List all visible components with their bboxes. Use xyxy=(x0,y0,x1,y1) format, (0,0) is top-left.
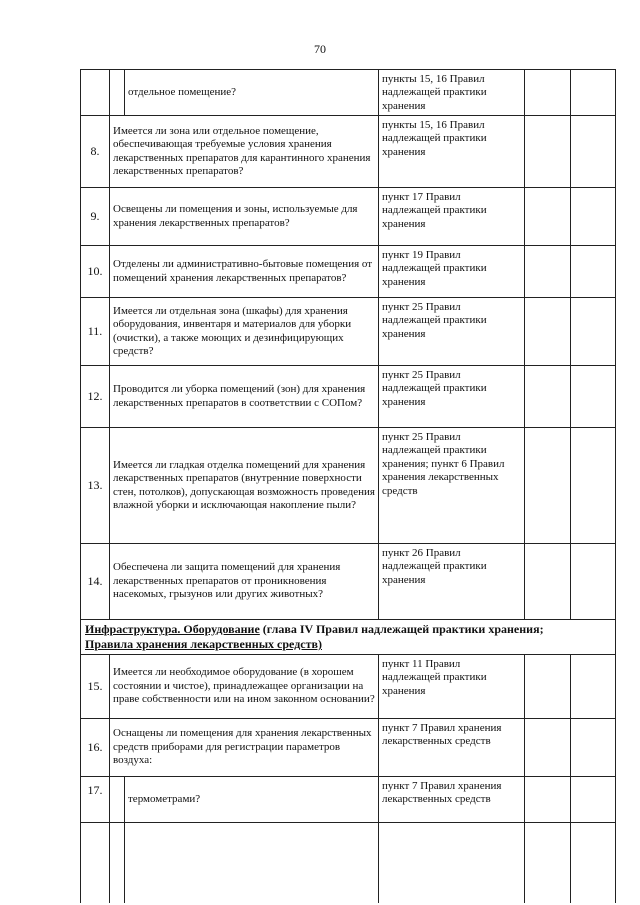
note-cell xyxy=(571,428,616,544)
empty-cell xyxy=(379,823,525,903)
table-row xyxy=(81,719,616,777)
question-cell: Имеется ли необходимое оборудование (в хорошем состоянии и чистое), принадлежащее организации на праве собственности или на ином законном основании? xyxy=(110,655,379,719)
answer-cell xyxy=(525,428,571,544)
section-title-underlined: Инфраструктура. Оборудование xyxy=(85,622,260,636)
reference-cell: пункты 15, 16 Правил надлежащей практики хранения xyxy=(379,70,525,116)
table-row xyxy=(81,777,616,823)
note-cell xyxy=(571,298,616,366)
empty-cell xyxy=(125,823,379,903)
reference-cell: пункт 25 Правил надлежащей практики хранения xyxy=(379,298,525,366)
note-cell xyxy=(571,544,616,620)
row-number: 10. xyxy=(81,246,110,298)
answer-cell xyxy=(525,544,571,620)
reference-cell: пункт 7 Правил хранения лекарственных средств xyxy=(379,777,525,823)
answer-cell xyxy=(525,246,571,298)
row-number: 15. xyxy=(81,655,110,719)
reference-cell: пункт 11 Правил надлежащей практики хранения xyxy=(379,655,525,719)
row-number: 16. xyxy=(81,719,110,777)
indent-cell xyxy=(110,70,125,116)
table-row xyxy=(81,298,616,366)
table-row xyxy=(81,70,616,116)
note-cell xyxy=(571,719,616,777)
question-cell: Имеется ли зона или отдельное помещение, обеспечивающая требуемые условия хранения лекарственных препаратов для карантинного хранения лекарственных препаратов? xyxy=(110,116,379,188)
note-cell xyxy=(571,246,616,298)
page-number: 70 xyxy=(314,42,326,56)
row-number: 8. xyxy=(81,116,110,188)
question-cell: Обеспечена ли защита помещений для хранения лекарственных препаратов от проникновения насекомых, грызунов или других животных? xyxy=(110,544,379,620)
note-cell xyxy=(571,188,616,246)
row-number: 13. xyxy=(81,428,110,544)
question-cell: Освещены ли помещения и зоны, используемые для хранения лекарственных препаратов? xyxy=(110,188,379,246)
table-row xyxy=(81,246,616,298)
empty-cell xyxy=(525,823,571,903)
reference-cell: пункт 25 Правил надлежащей практики хранения; пункт 6 Правил хранения лекарственных средств xyxy=(379,428,525,544)
answer-cell xyxy=(525,116,571,188)
table-row xyxy=(81,655,616,719)
indent-cell xyxy=(110,777,125,823)
note-cell xyxy=(571,366,616,428)
question-cell: Имеется ли гладкая отделка помещений для хранения лекарственных препаратов (внутренние поверхности стен, потолков), допускающая возможность проведения влажной уборки и исключающая накопление пыли? xyxy=(110,428,379,544)
reference-cell: пункт 26 Правил надлежащей практики хранения xyxy=(379,544,525,620)
answer-cell xyxy=(525,298,571,366)
section-title-line2: Правила хранения лекарственных средств) xyxy=(85,637,322,651)
table-row xyxy=(81,116,616,188)
note-cell xyxy=(571,116,616,188)
note-cell xyxy=(571,777,616,823)
checklist-table xyxy=(80,69,616,903)
answer-cell xyxy=(525,719,571,777)
reference-cell: пункт 7 Правил хранения лекарственных средств xyxy=(379,719,525,777)
reference-cell: пункт 25 Правил надлежащей практики хранения xyxy=(379,366,525,428)
table-row xyxy=(81,428,616,544)
note-cell xyxy=(571,70,616,116)
answer-cell xyxy=(525,777,571,823)
checklist-table-container xyxy=(80,69,615,903)
empty-cell xyxy=(81,823,110,903)
answer-cell xyxy=(525,188,571,246)
note-cell xyxy=(571,655,616,719)
answer-cell xyxy=(525,655,571,719)
table-row xyxy=(81,366,616,428)
reference-cell: пункт 17 Правил надлежащей практики хранения xyxy=(379,188,525,246)
row-number: 17. xyxy=(81,777,110,823)
section-header-row xyxy=(81,620,616,655)
question-cell: отдельное помещение? xyxy=(125,70,379,116)
section-title xyxy=(81,620,616,655)
table-row xyxy=(81,544,616,620)
empty-cell xyxy=(110,823,125,903)
question-cell: Имеется ли отдельная зона (шкафы) для хранения оборудования, инвентаря и материалов для уборки (очистки), а также моющих и дезинфицирующих средств? xyxy=(110,298,379,366)
row-number: 12. xyxy=(81,366,110,428)
reference-cell: пункт 19 Правил надлежащей практики хранения xyxy=(379,246,525,298)
table-row xyxy=(81,188,616,246)
row-number xyxy=(81,70,110,116)
table-row-continuation xyxy=(81,823,616,903)
row-number: 14. xyxy=(81,544,110,620)
question-cell: термометрами? xyxy=(125,777,379,823)
empty-cell xyxy=(571,823,616,903)
question-cell: Проводится ли уборка помещений (зон) для хранения лекарственных препаратов в соответствии с СОПом? xyxy=(110,366,379,428)
reference-cell: пункты 15, 16 Правил надлежащей практики хранения xyxy=(379,116,525,188)
answer-cell xyxy=(525,366,571,428)
row-number: 9. xyxy=(81,188,110,246)
question-cell: Отделены ли административно-бытовые помещения от помещений хранения лекарственных препаратов? xyxy=(110,246,379,298)
section-title-rest: (глава IV Правил надлежащей практики хранения; xyxy=(259,622,544,636)
row-number: 11. xyxy=(81,298,110,366)
question-cell: Оснащены ли помещения для хранения лекарственных средств приборами для регистрации параметров воздуха: xyxy=(110,719,379,777)
answer-cell xyxy=(525,70,571,116)
